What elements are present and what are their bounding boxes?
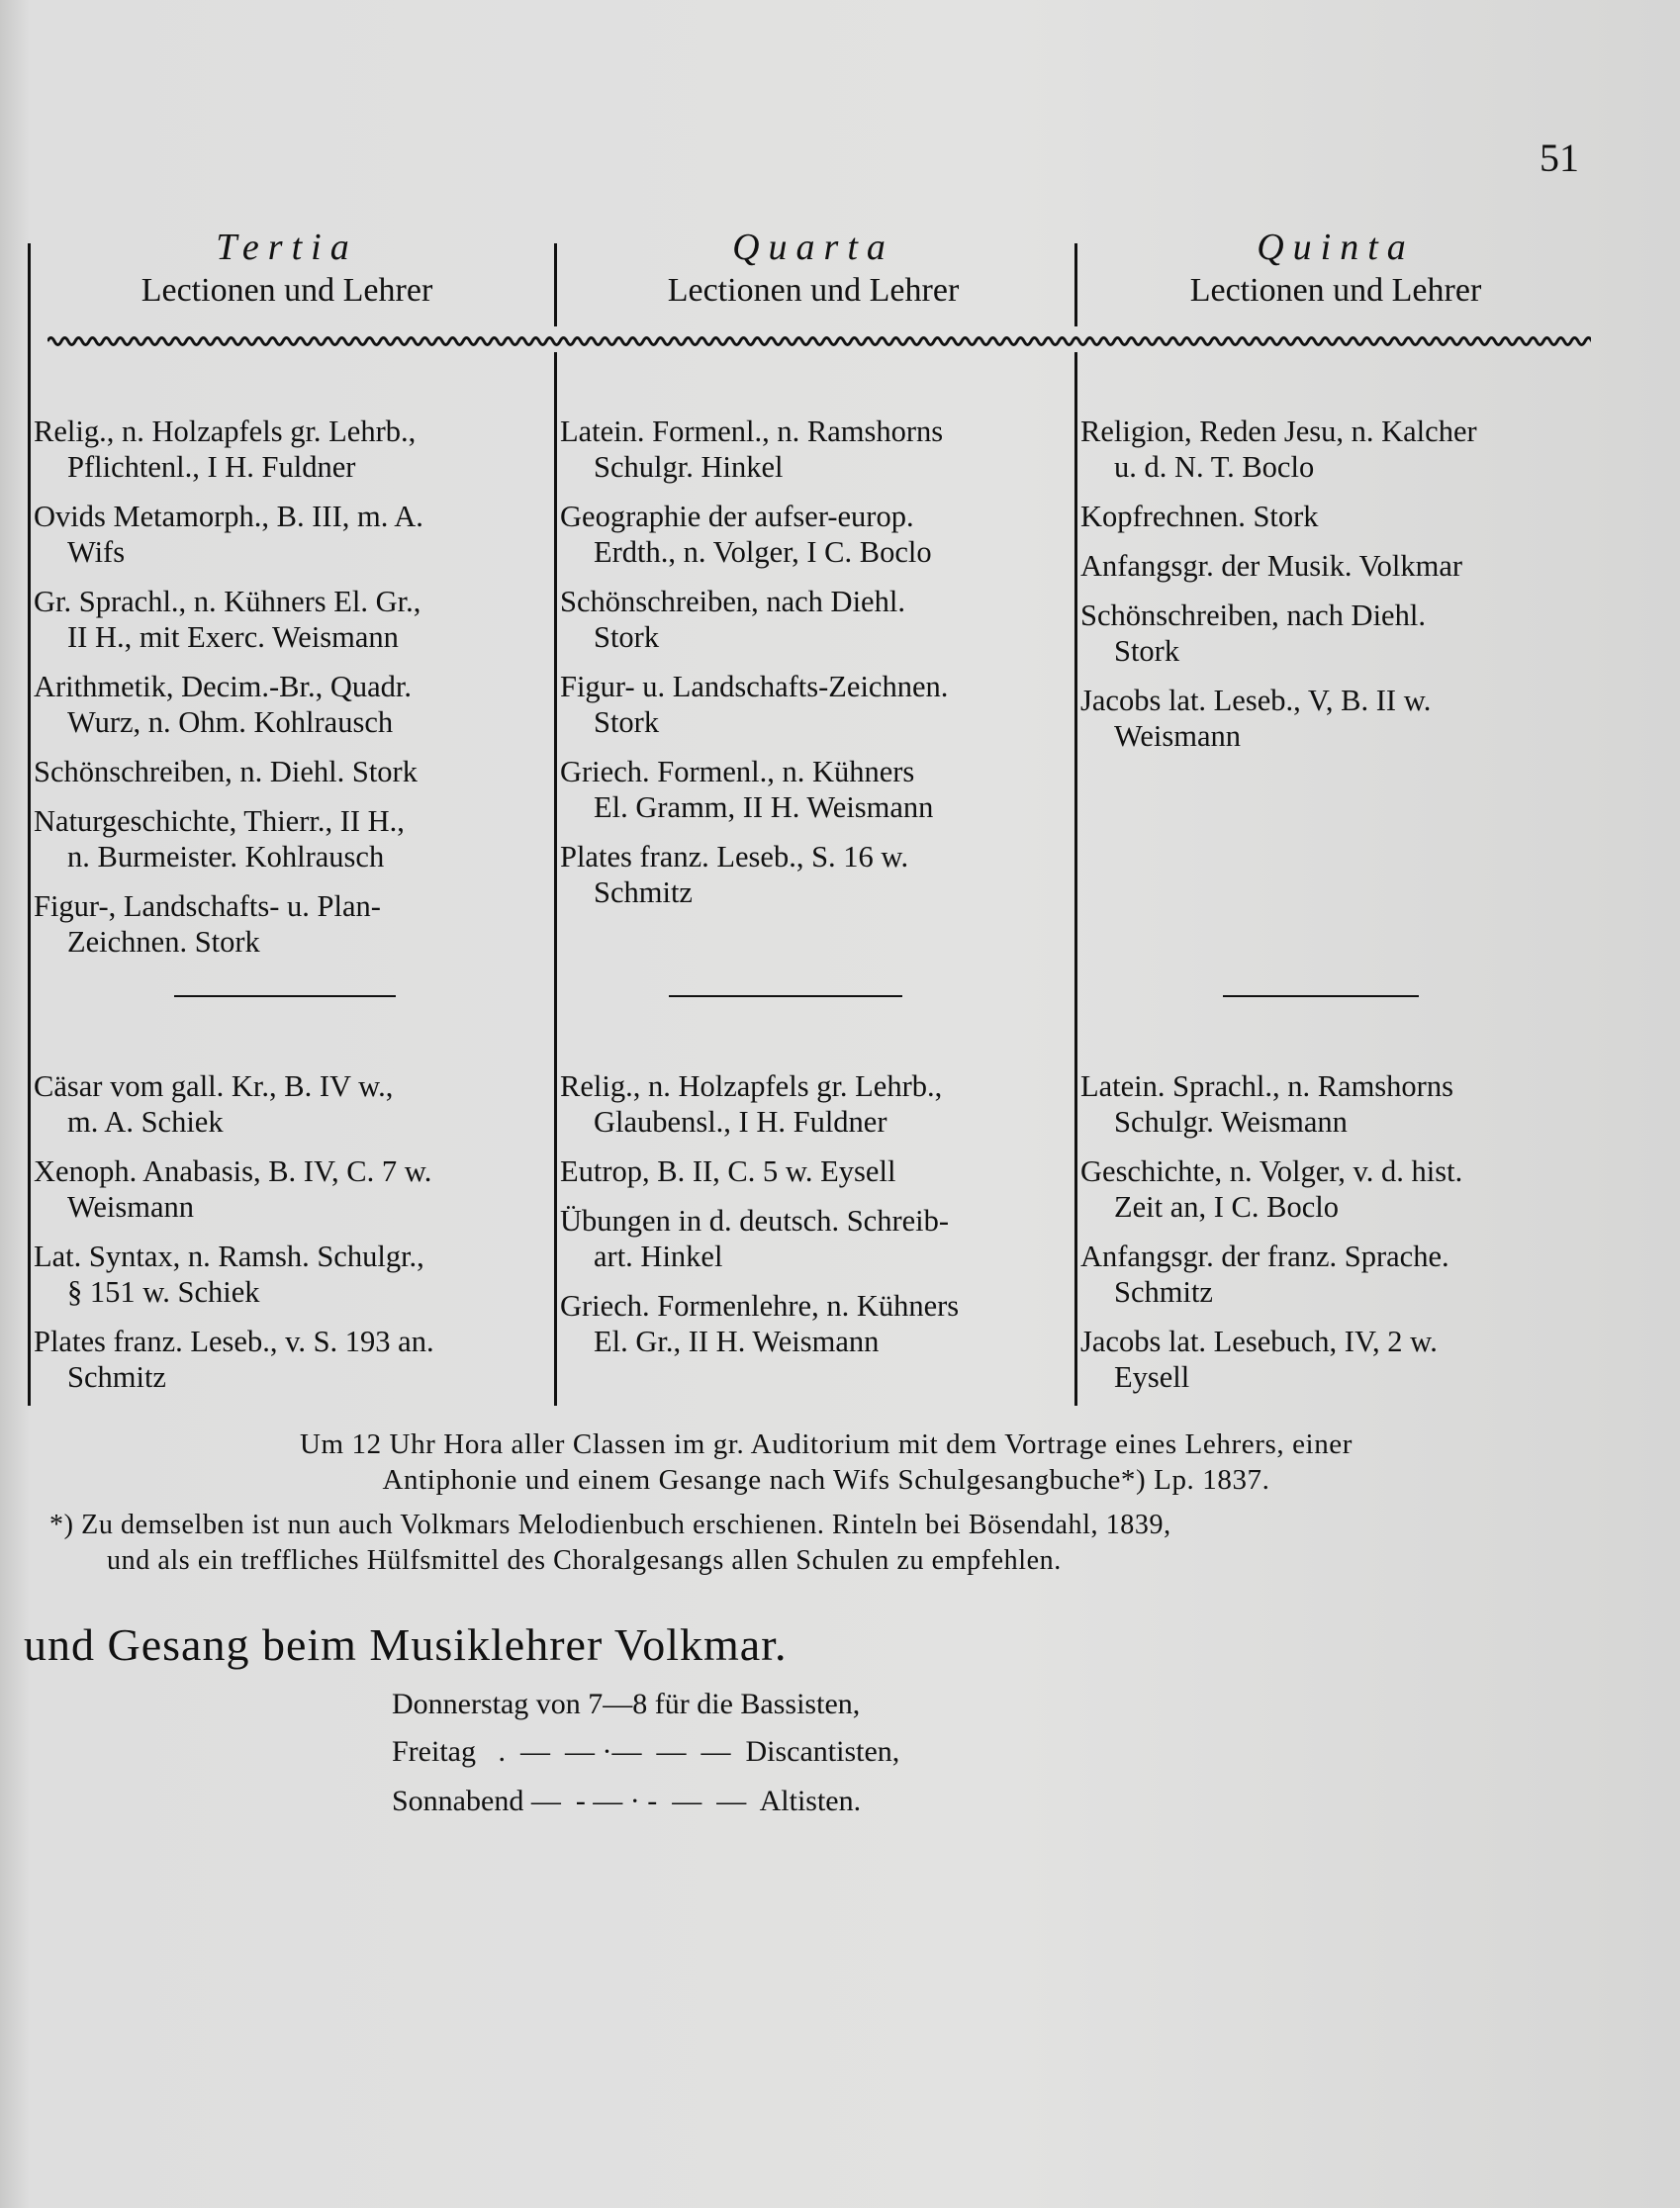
lesson-line: Schönschreiben, nach Diehl. [560,585,905,618]
lesson-teacher-line: El. Gr., II H. Weismann [594,1325,880,1358]
lesson-teacher-line: Weismann [1114,719,1241,753]
page-number: 51 [1540,136,1579,180]
lesson-teacher-line: Wurz, n. Ohm. Kohlrausch [67,705,394,739]
lesson-line: Arithmetik, Decim.-Br., Quadr. [34,670,413,703]
lesson-line: Cäsar vom gall. Kr., B. IV w., [34,1069,394,1103]
lesson-entry [1080,548,1595,584]
lesson-teacher-line: Schmitz [1114,1275,1213,1309]
left-border-rule [28,243,31,1406]
lesson-line: Übungen in d. deutsch. Schreib- [560,1204,950,1238]
lesson-teacher-line: Stork [594,705,660,739]
lesson-line: Kopfrechnen. Stork [1080,500,1319,533]
lesson-entry [560,499,1074,570]
lesson-entry [560,1153,1074,1189]
lesson-line: Religion, Reden Jesu, n. Kalcher [1080,414,1477,448]
quinta-group-2 [1080,1068,1595,1409]
lesson-teacher-line: Schmitz [67,1360,166,1394]
lesson-entry [34,414,548,485]
lesson-teacher-line: Stork [1114,634,1180,668]
lesson-teacher-line: II H., mit Exerc. Weismann [67,620,399,654]
lesson-entry [34,1068,548,1140]
lesson-line: Eutrop, B. II, C. 5 w. Eysell [560,1154,896,1188]
lesson-entry [1080,598,1595,669]
lesson-line: Anfangsgr. der franz. Sprache. [1080,1240,1449,1273]
column-heading-tertia [30,226,544,313]
lesson-line: Relig., n. Holzapfels gr. Lehrb., [34,414,417,448]
lesson-entry [34,499,548,570]
schedule-line: Sonnabend — - — · - — — Altisten. [392,1785,862,1817]
lesson-line: Plates franz. Leseb., S. 16 w. [560,840,909,874]
lesson-teacher-line: Weismann [67,1190,194,1224]
lesson-line: Latein. Formenl., n. Ramshorns [560,414,944,448]
lesson-teacher-line: u. d. N. T. Boclo [1114,450,1315,484]
column-divider-rule [1074,352,1077,1406]
lesson-teacher-line: n. Burmeister. Kohlrausch [67,840,385,874]
group-separator-rule [1223,995,1419,997]
column-subtitle: Lectionen und Lehrer [667,272,960,309]
lesson-entry [1080,1239,1595,1310]
column-title: Quarta [732,227,894,268]
lesson-entry [34,754,548,789]
footnote-line: *) Zu demselben ist nun auch Volkmars Melodienbuch erschienen. Rinteln bei Bösendahl, 1839, [49,1510,1171,1540]
schedule-line: Donnerstag von 7—8 für die Bassisten, [392,1688,861,1720]
lesson-teacher-line: Zeichnen. Stork [67,925,260,959]
wavy-ornament-rule [47,332,1591,350]
column-title: Quinta [1257,227,1415,268]
lesson-line: Anfangsgr. der Musik. Volkmar [1080,549,1463,583]
lesson-line: Jacobs lat. Lesebuch, IV, 2 w. [1080,1325,1438,1358]
lesson-teacher-line: Eysell [1114,1360,1190,1394]
column-divider-rule [554,352,557,1406]
column-divider-rule [1074,243,1077,326]
lesson-entry [34,1324,548,1395]
group-separator-rule [669,995,902,997]
lesson-line: Xenoph. Anabasis, B. IV, C. 7 w. [34,1154,432,1188]
quinta-group-1 [1080,414,1595,768]
lesson-teacher-line: § 151 w. Schiek [67,1275,260,1309]
group-separator-rule [174,995,396,997]
lesson-entry [34,1239,548,1310]
lesson-teacher-line: Zeit an, I C. Boclo [1114,1190,1340,1224]
lesson-entry [1080,1068,1595,1140]
lesson-entry [560,839,1074,910]
column-subtitle: Lectionen und Lehrer [140,272,433,309]
lesson-teacher-line: m. A. Schiek [67,1105,224,1139]
lesson-teacher-line: Schulgr. Weismann [1114,1105,1348,1139]
lesson-line: Schönschreiben, nach Diehl. [1080,598,1426,632]
lesson-entry [1080,499,1595,534]
lesson-teacher-line: Schulgr. Hinkel [594,450,784,484]
column-subtitle: Lectionen und Lehrer [1189,272,1482,309]
lesson-line: Geschichte, n. Volger, v. d. hist. [1080,1154,1463,1188]
lesson-entry [560,754,1074,825]
tertia-group-1 [34,414,548,973]
lesson-entry [560,1068,1074,1140]
column-title: Tertia [216,227,358,268]
lesson-teacher-line: El. Gramm, II H. Weismann [594,790,934,824]
lesson-teacher-line: Erdth., n. Volger, I C. Boclo [594,535,932,569]
lesson-line: Latein. Sprachl., n. Ramshorns [1080,1069,1453,1103]
tertia-group-2 [34,1068,548,1409]
lesson-line: Lat. Syntax, n. Ramsh. Schulgr., [34,1240,424,1273]
lesson-entry [1080,1324,1595,1395]
lesson-line: Figur- u. Landschafts-Zeichnen. [560,670,949,703]
lesson-line: Ovids Metamorph., B. III, m. A. [34,500,423,533]
lesson-line: Naturgeschichte, Thierr., II H., [34,804,405,838]
lesson-teacher-line: Stork [594,620,660,654]
hora-note [49,1426,1603,1498]
lesson-teacher-line: art. Hinkel [594,1240,723,1273]
lesson-entry [34,1153,548,1225]
lesson-line: Geographie der aufser-europ. [560,500,914,533]
lesson-line: Jacobs lat. Leseb., V, B. II w. [1080,684,1432,717]
hora-line: Um 12 Uhr Hora aller Classen im gr. Auditorium mit dem Vortrage eines Lehrers, einer [299,1428,1353,1460]
lesson-entry [34,584,548,655]
footnote-line: und als ein treffliches Hülfsmittel des Choralgesangs allen Schulen zu empfehlen. [107,1545,1062,1576]
column-divider-rule [554,243,557,326]
lesson-entry [1080,683,1595,754]
lesson-entry [34,803,548,874]
lesson-entry [560,1203,1074,1274]
column-heading-quarta [556,226,1071,313]
lesson-teacher-line: Pflichtenl., I H. Fuldner [67,450,356,484]
lesson-line: Schönschreiben, n. Diehl. Stork [34,755,418,788]
lesson-entry [560,669,1074,740]
lesson-teacher-line: Wifs [67,535,126,569]
lesson-entry [560,414,1074,485]
lesson-line: Plates franz. Leseb., v. S. 193 an. [34,1325,434,1358]
lesson-entry [1080,1153,1595,1225]
footnote [49,1508,1603,1579]
lesson-line: Figur-, Landschafts- u. Plan- [34,889,381,923]
quarta-group-1 [560,414,1074,924]
lesson-line: Griech. Formenlehre, n. Kühners [560,1289,960,1323]
lesson-line: Gr. Sprachl., n. Kühners El. Gr., [34,585,421,618]
lesson-entry [34,669,548,740]
lesson-entry [1080,414,1595,485]
lesson-entry [560,584,1074,655]
lesson-line: Relig., n. Holzapfels gr. Lehrb., [560,1069,943,1103]
lesson-teacher-line: Glaubensl., I H. Fuldner [594,1105,887,1139]
quarta-group-2 [560,1068,1074,1373]
schedule-line: Freitag . — — ·— — — Discantisten, [392,1735,900,1768]
section-heading: und Gesang beim Musiklehrer Volkmar. [24,1619,788,1670]
lesson-teacher-line: Schmitz [594,875,693,909]
hora-line: Antiphonie und einem Gesange nach Wifs Schulgesangbuche*) Lp. 1837. [382,1464,1270,1496]
column-heading-quinta [1078,226,1593,313]
lesson-entry [34,888,548,960]
lesson-line: Griech. Formenl., n. Kühners [560,755,915,788]
lesson-entry [560,1288,1074,1359]
